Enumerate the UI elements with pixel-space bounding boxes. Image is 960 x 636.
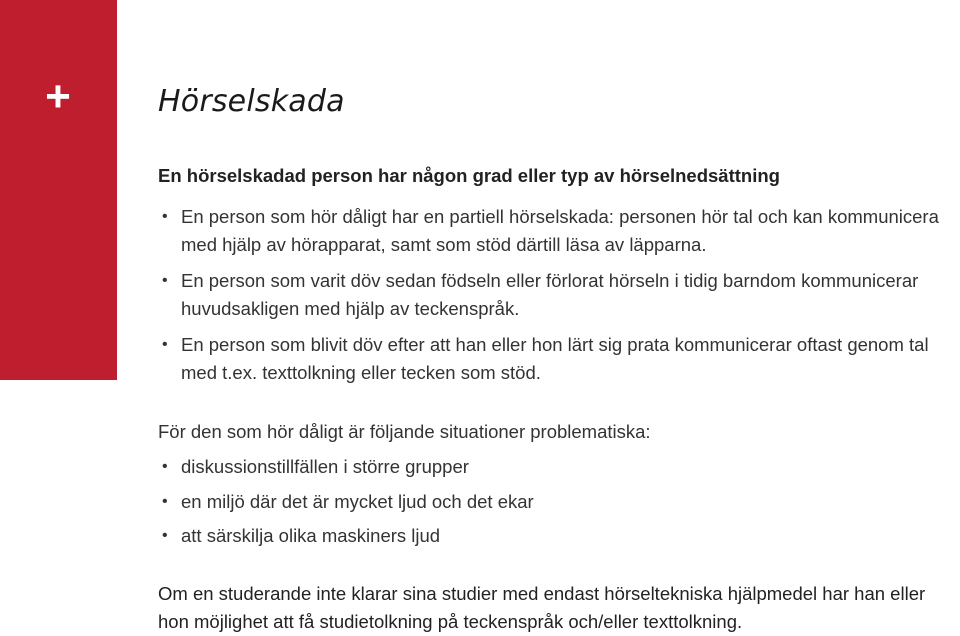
bullet-icon: • [162,458,168,475]
slide-subheading: En hörselskadad person har någon grad eller typ av hörselnedsättning [158,165,780,186]
bullet-icon: • [162,208,168,225]
list-item-text: diskussionstillfällen i större grupper [181,456,469,477]
bullet-icon: • [162,527,168,544]
slide-title: Hörselskada [158,84,345,119]
list-item-text: En person som varit döv sedan födseln eller förlorat hörseln i tidig barndom kommunicerar huvudsakligen med hjälp av teckenspråk. [181,270,919,319]
list-item-text: att särskilja olika maskiners ljud [181,525,441,546]
list-item-text: en miljö där det är mycket ljud och det ekar [181,490,534,512]
list-item-text: En person som blivit döv efter att han eller hon lärt sig prata kommunicerar oftast genom tal med t.ex. texttolkning eller tecken som stöd. [181,334,929,383]
bullet-icon: • [162,492,168,510]
list-item [160,490,860,514]
bullet-icon: • [162,336,168,353]
list-item [160,331,950,387]
situations-list [160,455,860,559]
list-item [160,203,950,259]
closing-paragraph: Om en studerande inte klarar sina studier med endast hörseltekniska hjälpmedel har han eller hon möjlighet att få studietolkning på teckenspråk och/eller texttolkning. [158,583,926,632]
list-item [160,455,860,479]
red-accent-bar [0,0,117,380]
list-item-text: En person som hör dåligt har en partiell hörselskada: personen hör tal och kan kommunicera med hjälp av hörapparat, samt som stöd därtill läsa av läpparna. [181,206,939,255]
plus-icon: + [45,72,71,121]
list-item [160,524,860,548]
bullet-icon: • [162,272,168,289]
list-item [160,267,950,323]
hearing-types-list [160,203,950,395]
situations-intro: För den som hör dåligt är följande situationer problematiska: [158,421,651,442]
